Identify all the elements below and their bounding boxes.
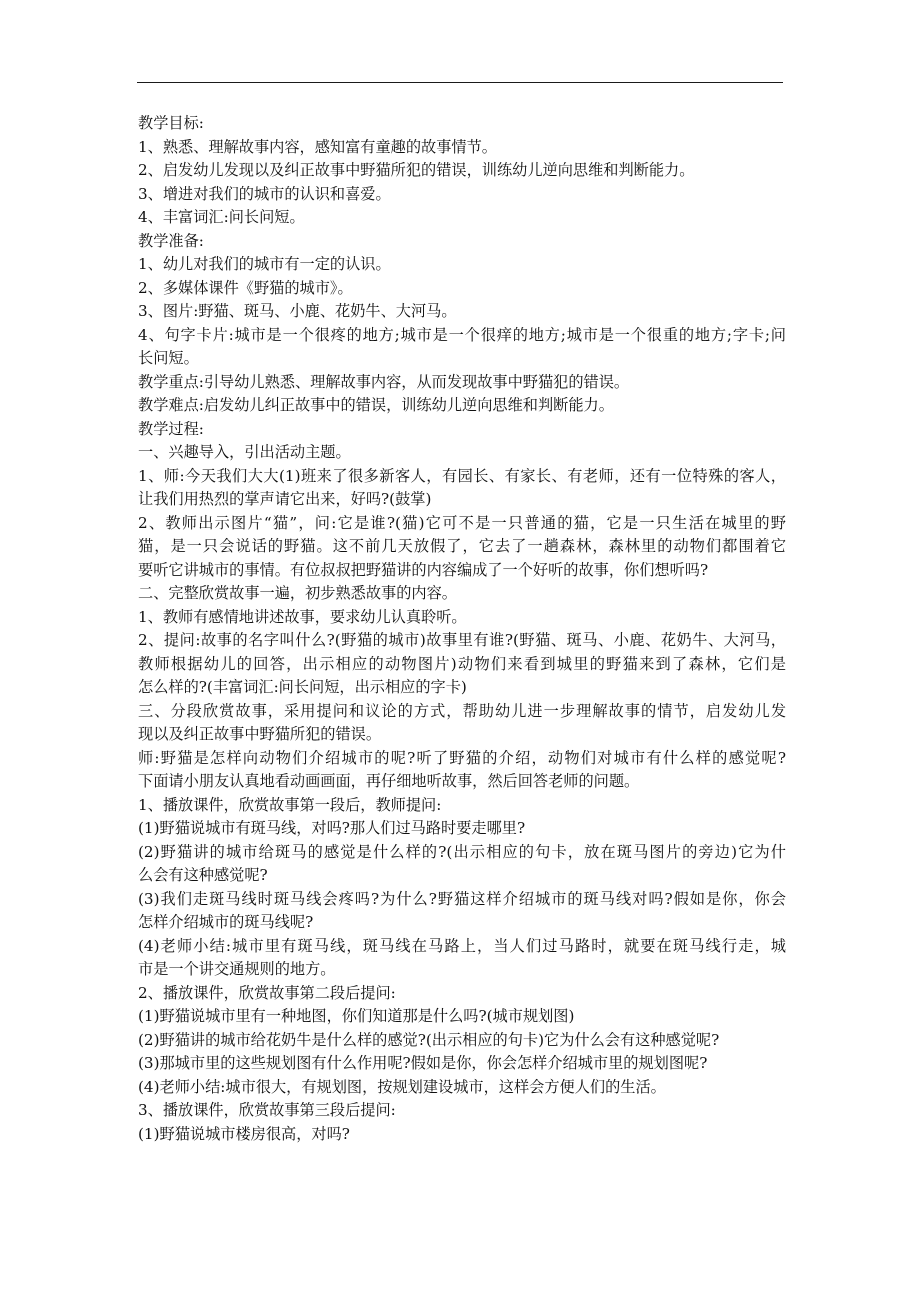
text-line: 怎样介绍城市的斑马线呢? [138,913,314,931]
text-line: 教师根据幼儿的回答，出示相应的动物图片)动物们来看到城里的野猫来到了森林，它们是 [138,654,786,673]
text-line: 长问短。 [138,349,199,367]
text-line: 2、提问:故事的名字叫什么?(野猫的城市)故事里有谁?(野猫、斑马、小鹿、花奶牛、大河马， [138,631,786,649]
section-heading: 一、兴趣导入，引出活动主题。 [138,443,351,461]
text-line: 2、教师出示图片“猫”，问:它是谁?(猫)它可不是一只普通的猫，它是一只生活在城里的野 [138,513,786,532]
text-line: (3)我们走斑马线时斑马线会疼吗?为什么?野猫这样介绍城市的斑马线对吗?假如是你，你会 [138,889,786,908]
header-rule [137,82,783,83]
text-line: 4、句字卡片:城市是一个很疼的地方;城市是一个很痒的地方;城市是一个很重的地方;字卡;问 [138,325,786,344]
text-line: (4)老师小结:城市里有斑马线，斑马线在马路上，当人们过马路时，就要在斑马线行走，城 [138,936,786,955]
text-line: 3、播放课件，欣赏故事第三段后提问: [138,1101,396,1119]
text-line: (1)野猫说城市楼房很高，对吗? [138,1124,350,1143]
text-line: (3)那城市里的这些规划图有什么作用呢?假如是你，你会怎样介绍城市里的规划图呢? [138,1054,708,1072]
text-line: 要听它讲城市的事情。有位叔叔把野猫讲的内容编成了一个好听的故事，你们想听吗? [138,560,709,579]
text-line: 2、多媒体课件《野猫的城市》。 [138,278,353,297]
document-body [138,112,786,1146]
heading-teaching-process: 教学过程: [138,419,204,438]
section-heading: 三、分段欣赏故事，采用提问和议论的方式，帮助幼儿进一步理解故事的情节，启发幼儿发 [138,701,786,720]
text-line: 猫，是一只会说话的野猫。这不前几天放假了，它去了一趟森林，森林里的动物们都围着它 [138,537,786,555]
text-line: 现以及纠正故事中野猫所犯的错误。 [138,725,381,743]
text-line: (2)野猫讲的城市给花奶牛是什么样的感觉?(出示相应的句卡)它为什么会有这种感觉呢? [138,1030,720,1049]
text-line: 怎么样的?(丰富词汇:问长问短，出示相应的字卡) [138,678,467,696]
text-line: 让我们用热烈的掌声请它出来，好吗?(鼓掌) [138,490,432,508]
text-line: (1)野猫说城市有斑马线，对吗?那人们过马路时要走哪里? [138,819,526,837]
text-line: 2、播放课件，欣赏故事第二段后提问: [138,983,396,1002]
text-line: 1、教师有感情地讲述故事，要求幼儿认真聆听。 [138,607,467,626]
text-line: (4)老师小结:城市很大，有规划图，按规划建设城市，这样会方便人们的生活。 [138,1077,666,1096]
text-line: 3、增进对我们的城市的认识和喜爱。 [138,184,391,203]
text-line: 2、启发幼儿发现以及纠正故事中野猫所犯的错误，训练幼儿逆向思维和判断能力。 [138,161,695,179]
text-line-key-point: 教学重点:引导幼儿熟悉、理解故事内容，从而发现故事中野猫犯的错误。 [138,372,630,391]
text-line: 3、图片:野猫、斑马、小鹿、花奶牛、大河马。 [138,302,457,320]
text-line: 下面请小朋友认真地看动画画面，再仔细地听故事，然后回答老师的问题。 [138,772,640,790]
text-line-difficult-point: 教学难点:启发幼儿纠正故事中的错误，训练幼儿逆向思维和判断能力。 [138,396,614,414]
text-line: 4、丰富词汇:问长问短。 [138,208,305,226]
text-line: 1、师:今天我们大大(1)班来了很多新客人，有园长、有家长、有老师，还有一位特殊的客人， [138,466,786,485]
heading-teaching-preparation: 教学准备: [138,231,204,250]
text-line: 么会有这种感觉呢? [138,866,268,884]
text-line: 市是一个讲交通规则的地方。 [138,960,336,978]
section-heading: 二、完整欣赏故事一遍，初步熟悉故事的内容。 [138,584,457,602]
heading-teaching-goals: 教学目标: [138,114,204,132]
text-line: 1、幼儿对我们的城市有一定的认识。 [138,255,391,273]
text-line: 1、播放课件，欣赏故事第一段后，教师提问: [138,795,442,814]
text-line: 1、熟悉、理解故事内容，感知富有童趣的故事情节。 [138,137,497,156]
text-line: 师:野猫是怎样向动物们介绍城市的呢?听了野猫的介绍，动物们对城市有什么样的感觉呢? [138,748,786,767]
text-line: (1)野猫说城市里有一种地图，你们知道那是什么吗?(城市规划图) [138,1007,575,1025]
text-line: (2)野猫讲的城市给斑马的感觉是什么样的?(出示相应的句卡，放在斑马图片的旁边)它为什 [138,842,786,861]
